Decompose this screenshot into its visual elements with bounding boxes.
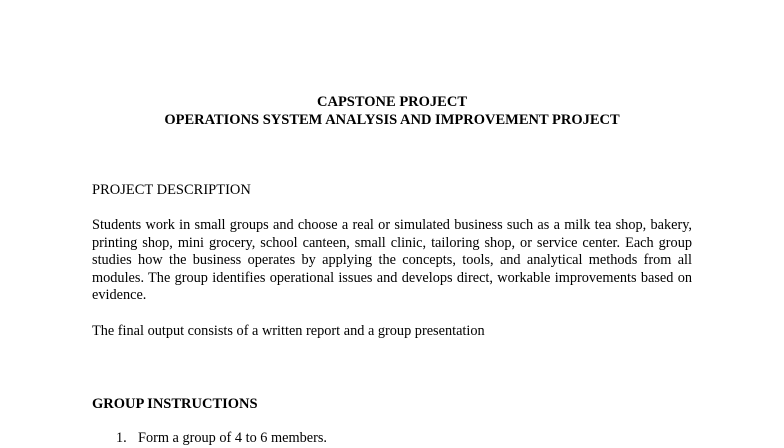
group-instructions-heading: GROUP INSTRUCTIONS: [92, 396, 258, 412]
list-item-number: 1.: [116, 430, 127, 446]
list-item: [92, 430, 692, 448]
project-description-heading: PROJECT DESCRIPTION: [92, 182, 251, 198]
final-output-paragraph: The final output consists of a written report and a group presentation: [92, 323, 485, 339]
list-item-text: Form a group of 4 to 6 members.: [138, 430, 328, 446]
group-instructions-list: [92, 430, 692, 448]
document-subtitle: OPERATIONS SYSTEM ANALYSIS AND IMPROVEMENT PROJECT: [164, 112, 620, 128]
project-description-paragraph: Students work in small groups and choose a real or simulated business such as a milk tea shop, bakery, printing shop, mini grocery, school canteen, small clinic, tailoring shop, or service center. Each group studies how the business operates by applying the concepts, tools, and analytical methods from all modules. The group identifies operational issues and develops direct, workable improvements based on evidence.: [92, 217, 692, 304]
document-title: CAPSTONE PROJECT: [317, 94, 467, 110]
